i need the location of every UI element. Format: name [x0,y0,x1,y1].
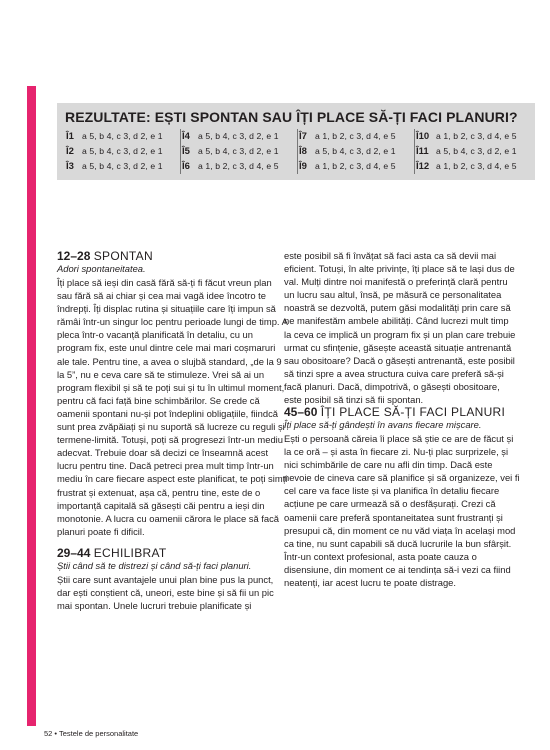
result-cell [65,144,181,159]
score-values: a 1, b 2, c 3, d 4, e 5 [436,131,517,141]
section-body: Îți place să ieși din casă fără să-ți fi făcut vreun plan sau fără să ai chiar și cea mai vagă idee încotro te îndrepți. Îți displac rutina și situațiile care îți impun să rămâi într-un singur loc pentru perioade lungi de timp. A pleca într-o vacanță planificată în detaliu, cu un program fix, este unul dintre cele mai mari coșmaruri ale tale. Pentru tine, a avea o slujbă standard, „de la 9 la 5”, nu e ceva care să te stimuleze. Vrei să ai un program flexibil și să te poți sui și tu în ultimul moment, pentru că faci față bine schimbărilor. Se crede că oamenii spontani nu-și pot îndeplini obligațiile, fiindcă sunt prea zvăpăiați și nu suportă să lucreze cu reguli și termene-limită. Totuși, poți să progresezi într-un mediu adecvat. Trebuie doar să decizi ce înseamnă acest lucru pentru tine. Dacă petreci prea mult timp într-un mediu în care fiecare aspect este planificat, te poți simți frustrat și extenuat, așa că, pentru tine, este de o importanță capitală să găsești căi pentru a ieși din monotonie. A lucra cu oamenii cărora le place să facă planuri poate fi dificil. [57,277,288,537]
right-column-bottom [284,405,520,589]
result-cell [415,144,527,159]
result-cell [298,144,415,159]
result-cell [181,144,298,159]
result-cell [298,129,415,144]
result-cell [65,159,181,174]
result-cell [65,129,181,144]
right-column-top [284,249,516,406]
question-label: Î5 [182,146,190,157]
score-values: a 1, b 2, c 3, d 4, e 5 [315,131,396,141]
question-label: Î9 [299,161,307,172]
section-subtitle: Îți place să-ți gândești în avans fiecare mișcare. [284,419,482,430]
left-column [57,249,289,612]
section-heading-echilibrat [57,546,289,560]
section-subtitle: Adori spontaneitatea. [57,263,146,274]
question-label: Î8 [299,146,307,157]
section-label: SPONTAN [93,249,153,263]
results-grid [65,129,527,174]
question-label: Î3 [66,161,74,172]
result-cell [181,159,298,174]
score-range: 29–44 [57,545,91,560]
section-label: ÎȚI PLACE SĂ-ȚI FACI PLANURI [320,405,506,419]
question-label: Î7 [299,131,307,142]
section-subtitle: Știi când să te distrezi și când să-ți faci planuri. [57,559,252,571]
section-body-continued: este posibil să fi învățat să faci asta ca să devii mai eficient. Totuși, în alte privințe, îți place să te lași dus de val. Mulți dintre noi manifestă o preferință clară pentru un lucru sau altul, însă, pe măsură ce personalitatea noastră se dezvoltă, putem găsi modalități prin care să ne manifestăm ambele abilități. Când lucrezi mult timp la ceva ce implică un program fix și un plan care trebuie urmat cu sfințenie, găsește această situație antrenantă sau obositoare? Dacă o găsești antrenantă, este posibil să tinzi spre a avea structura cuiva care preferă să-și facă planuri. Dacă, dimpotrivă, o găsești obositoare, este posibil să tinzi să fii spontan. [284,250,516,406]
result-cell [415,159,527,174]
result-cell [298,159,415,174]
section-heading-spontan [57,249,289,263]
score-values: a 5, b 4, c 3, d 2, e 1 [82,131,163,141]
results-box [57,103,535,180]
question-label: Î2 [66,146,74,157]
score-values: a 5, b 4, c 3, d 2, e 1 [436,146,517,156]
question-label: Î12 [416,161,430,172]
results-title: REZULTATE: EȘTI SPONTAN SAU ÎȚI PLACE SĂ-ȚI FACI PLANURI? [65,109,518,125]
score-values: a 1, b 2, c 3, d 4, e 5 [315,161,396,171]
score-values: a 1, b 2, c 3, d 4, e 5 [198,161,279,171]
score-range: 45–60 [284,405,318,419]
result-cell [181,129,298,144]
question-label: Î6 [182,161,190,172]
section-label: ECHILIBRAT [93,545,167,560]
section-body: Știi care sunt avantajele unui plan bine pus la punct, dar ești conștient că, uneori, este bine și să fii un pic mai spontan. Unele lucruri trebuie planificate și [57,573,274,612]
question-label: Î4 [182,131,190,142]
score-values: a 5, b 4, c 3, d 2, e 1 [82,161,163,171]
question-label: Î1 [66,131,74,142]
score-values: a 1, b 2, c 3, d 4, e 5 [436,161,517,171]
page-footer: 52 • Testele de personalitate [44,729,139,738]
score-values: a 5, b 4, c 3, d 2, e 1 [315,146,396,156]
question-label: Î11 [416,146,429,157]
accent-bar [27,86,36,726]
score-range: 12–28 [57,249,91,263]
result-cell [415,129,527,144]
section-heading-planuri [284,405,520,419]
score-values: a 5, b 4, c 3, d 2, e 1 [198,131,279,141]
score-values: a 5, b 4, c 3, d 2, e 1 [82,146,163,156]
section-body: Ești o persoană căreia îi place să știe ce are de făcut și la ce oră – și asta în fiecare zi. Nu-ți plac surprizele, și nici schimbările de care nu afli din timp. Dacă este nevoie de cineva care să planifice și să organizeze, vei fi cel care va face liste și va planifica în detaliu fiecare acțiune pe care urmează să o desfășurați. Crezi că oamenii care preferă spontaneitatea sunt frustranți și presupui că, din moment ce nu văd viața în același mod ca tine, nu sunt capabili să ducă lucrurile la bun sfârșit. Într-un context profesional, asta poate cauza o disensiune, din moment ce ai tendința să-i vezi ca fiind neatenți, iar acest lucru te poate distrage. [284,433,520,589]
score-values: a 5, b 4, c 3, d 2, e 1 [198,146,279,156]
question-label: Î10 [416,131,430,142]
